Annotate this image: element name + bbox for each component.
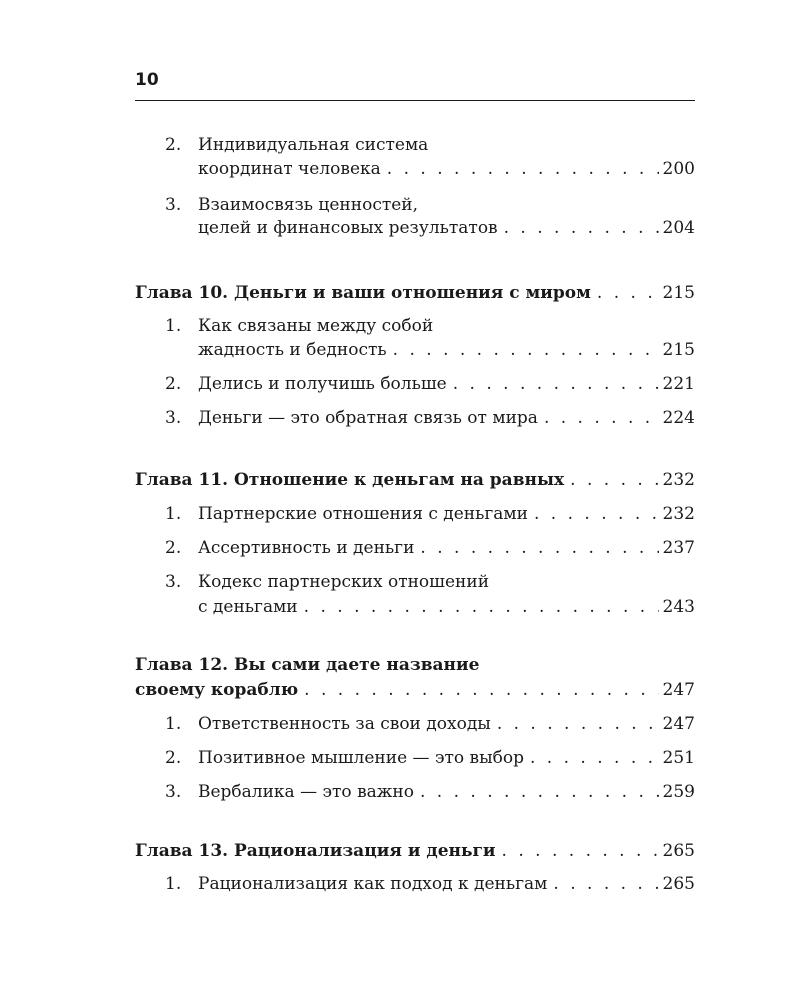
- toc-page-number: 215: [662, 283, 695, 303]
- toc-entry-number: 2.: [165, 374, 182, 394]
- toc-entry-line: [165, 134, 695, 156]
- toc-entry-title: Ассертивность и деньги: [198, 538, 415, 558]
- toc-entry-title-cont: жадность и бедность: [198, 340, 387, 360]
- leader-dots: [570, 469, 658, 491]
- toc-page-number: 247: [662, 680, 695, 700]
- toc-entry-title-cont: с деньгами: [198, 597, 298, 617]
- toc-page-number: 251: [662, 748, 695, 768]
- toc-entry-title: Взаимосвязь ценностей,: [198, 195, 419, 215]
- toc-entry-line: [165, 315, 695, 337]
- leader-dots: [597, 282, 659, 304]
- toc-entry-number: 2.: [165, 135, 182, 155]
- toc-page-number: 215: [662, 340, 695, 360]
- toc-entry-number: 1.: [165, 316, 182, 336]
- leader-dots: [393, 339, 659, 361]
- toc-entry[interactable]: [165, 407, 695, 429]
- toc-entry-title: Как связаны между собой: [198, 316, 434, 336]
- toc-entry[interactable]: [165, 873, 695, 895]
- toc-page-number: 247: [662, 714, 695, 734]
- toc-page-number: 200: [662, 159, 695, 179]
- toc-entry-number: 1.: [165, 714, 182, 734]
- toc-entry-title: Позитивное мышление — это выбор: [198, 748, 524, 768]
- toc-entry-title: Вербалика — это важно: [198, 782, 414, 802]
- toc-entry-number: 3.: [165, 572, 182, 592]
- toc-entry-number: 2.: [165, 748, 182, 768]
- leader-dots: [387, 158, 659, 180]
- toc-entry[interactable]: [198, 339, 695, 361]
- leader-dots: [497, 713, 659, 735]
- toc-page-number: 265: [662, 841, 695, 861]
- leader-dots: [553, 873, 658, 895]
- toc-chapter[interactable]: [135, 282, 695, 304]
- leader-dots: [453, 373, 659, 395]
- toc-page-number: 232: [662, 504, 695, 524]
- toc-entry-title: Кодекс партнерских отношений: [198, 572, 490, 592]
- leader-dots: [534, 503, 659, 525]
- leader-dots: [420, 537, 658, 559]
- toc-page-number: 204: [662, 218, 695, 238]
- toc-entry-line: [165, 571, 695, 593]
- toc-page-number: 232: [662, 470, 695, 490]
- toc-chapter-title-cont: своему кораблю: [135, 680, 299, 700]
- toc-chapter[interactable]: [135, 840, 695, 862]
- toc-page-number: 265: [662, 874, 695, 894]
- toc-entry-number: 1.: [165, 504, 182, 524]
- leader-dots: [420, 781, 659, 803]
- toc-entry[interactable]: [165, 503, 695, 525]
- toc-page-number: 221: [662, 374, 695, 394]
- toc-entry-title-cont: координат человека: [198, 159, 381, 179]
- toc-entry-line: [165, 194, 695, 216]
- toc-entry[interactable]: [198, 217, 695, 239]
- toc-chapter[interactable]: [135, 679, 695, 701]
- toc-page-number: 224: [662, 408, 695, 428]
- toc-entry[interactable]: [165, 537, 695, 559]
- toc-chapter[interactable]: [135, 469, 695, 491]
- toc-entry-number: 1.: [165, 874, 182, 894]
- toc-chapter-title: Глава 11. Отношение к деньгам на равных: [135, 470, 565, 490]
- toc-entry-title-cont: целей и финансовых результатов: [198, 218, 498, 238]
- toc-chapter-title: Глава 13. Рационализация и деньги: [135, 841, 496, 861]
- toc-entry-number: 3.: [165, 408, 182, 428]
- toc-entry-number: 3.: [165, 782, 182, 802]
- toc-entry-title: Делись и получишь больше: [198, 374, 447, 394]
- toc-entry-title: Индивидуальная система: [198, 135, 429, 155]
- toc-chapter-line: [135, 654, 695, 676]
- toc-entry-number: 2.: [165, 538, 182, 558]
- leader-dots: [544, 407, 659, 429]
- leader-dots: [504, 217, 659, 239]
- toc-entry[interactable]: [165, 781, 695, 803]
- toc-entry-title: Ответственность за свои доходы: [198, 714, 491, 734]
- toc-entry[interactable]: [198, 158, 695, 180]
- toc-entry[interactable]: [165, 373, 695, 395]
- leader-dots: [502, 840, 659, 862]
- toc-entry-title: Деньги — это обратная связь от мира: [198, 408, 538, 428]
- toc-page-number: 243: [662, 597, 695, 617]
- header-rule: [135, 100, 695, 101]
- toc-entry-number: 3.: [165, 195, 182, 215]
- toc-entry-title: Партнерские отношения с деньгами: [198, 504, 528, 524]
- toc-chapter-title: Глава 12. Вы сами даете название: [135, 655, 480, 675]
- toc-page-number: 259: [662, 782, 695, 802]
- toc-entry[interactable]: [165, 713, 695, 735]
- toc-entry-title: Рационализация как подход к деньгам: [198, 874, 548, 894]
- toc-entry[interactable]: [165, 747, 695, 769]
- page-number: 10: [135, 70, 159, 90]
- leader-dots: [304, 679, 658, 701]
- toc-page-number: 237: [662, 538, 695, 558]
- leader-dots: [530, 747, 659, 769]
- toc-entry[interactable]: [198, 596, 695, 618]
- toc-chapter-title: Глава 10. Деньги и ваши отношения с миром: [135, 283, 591, 303]
- leader-dots: [304, 596, 659, 618]
